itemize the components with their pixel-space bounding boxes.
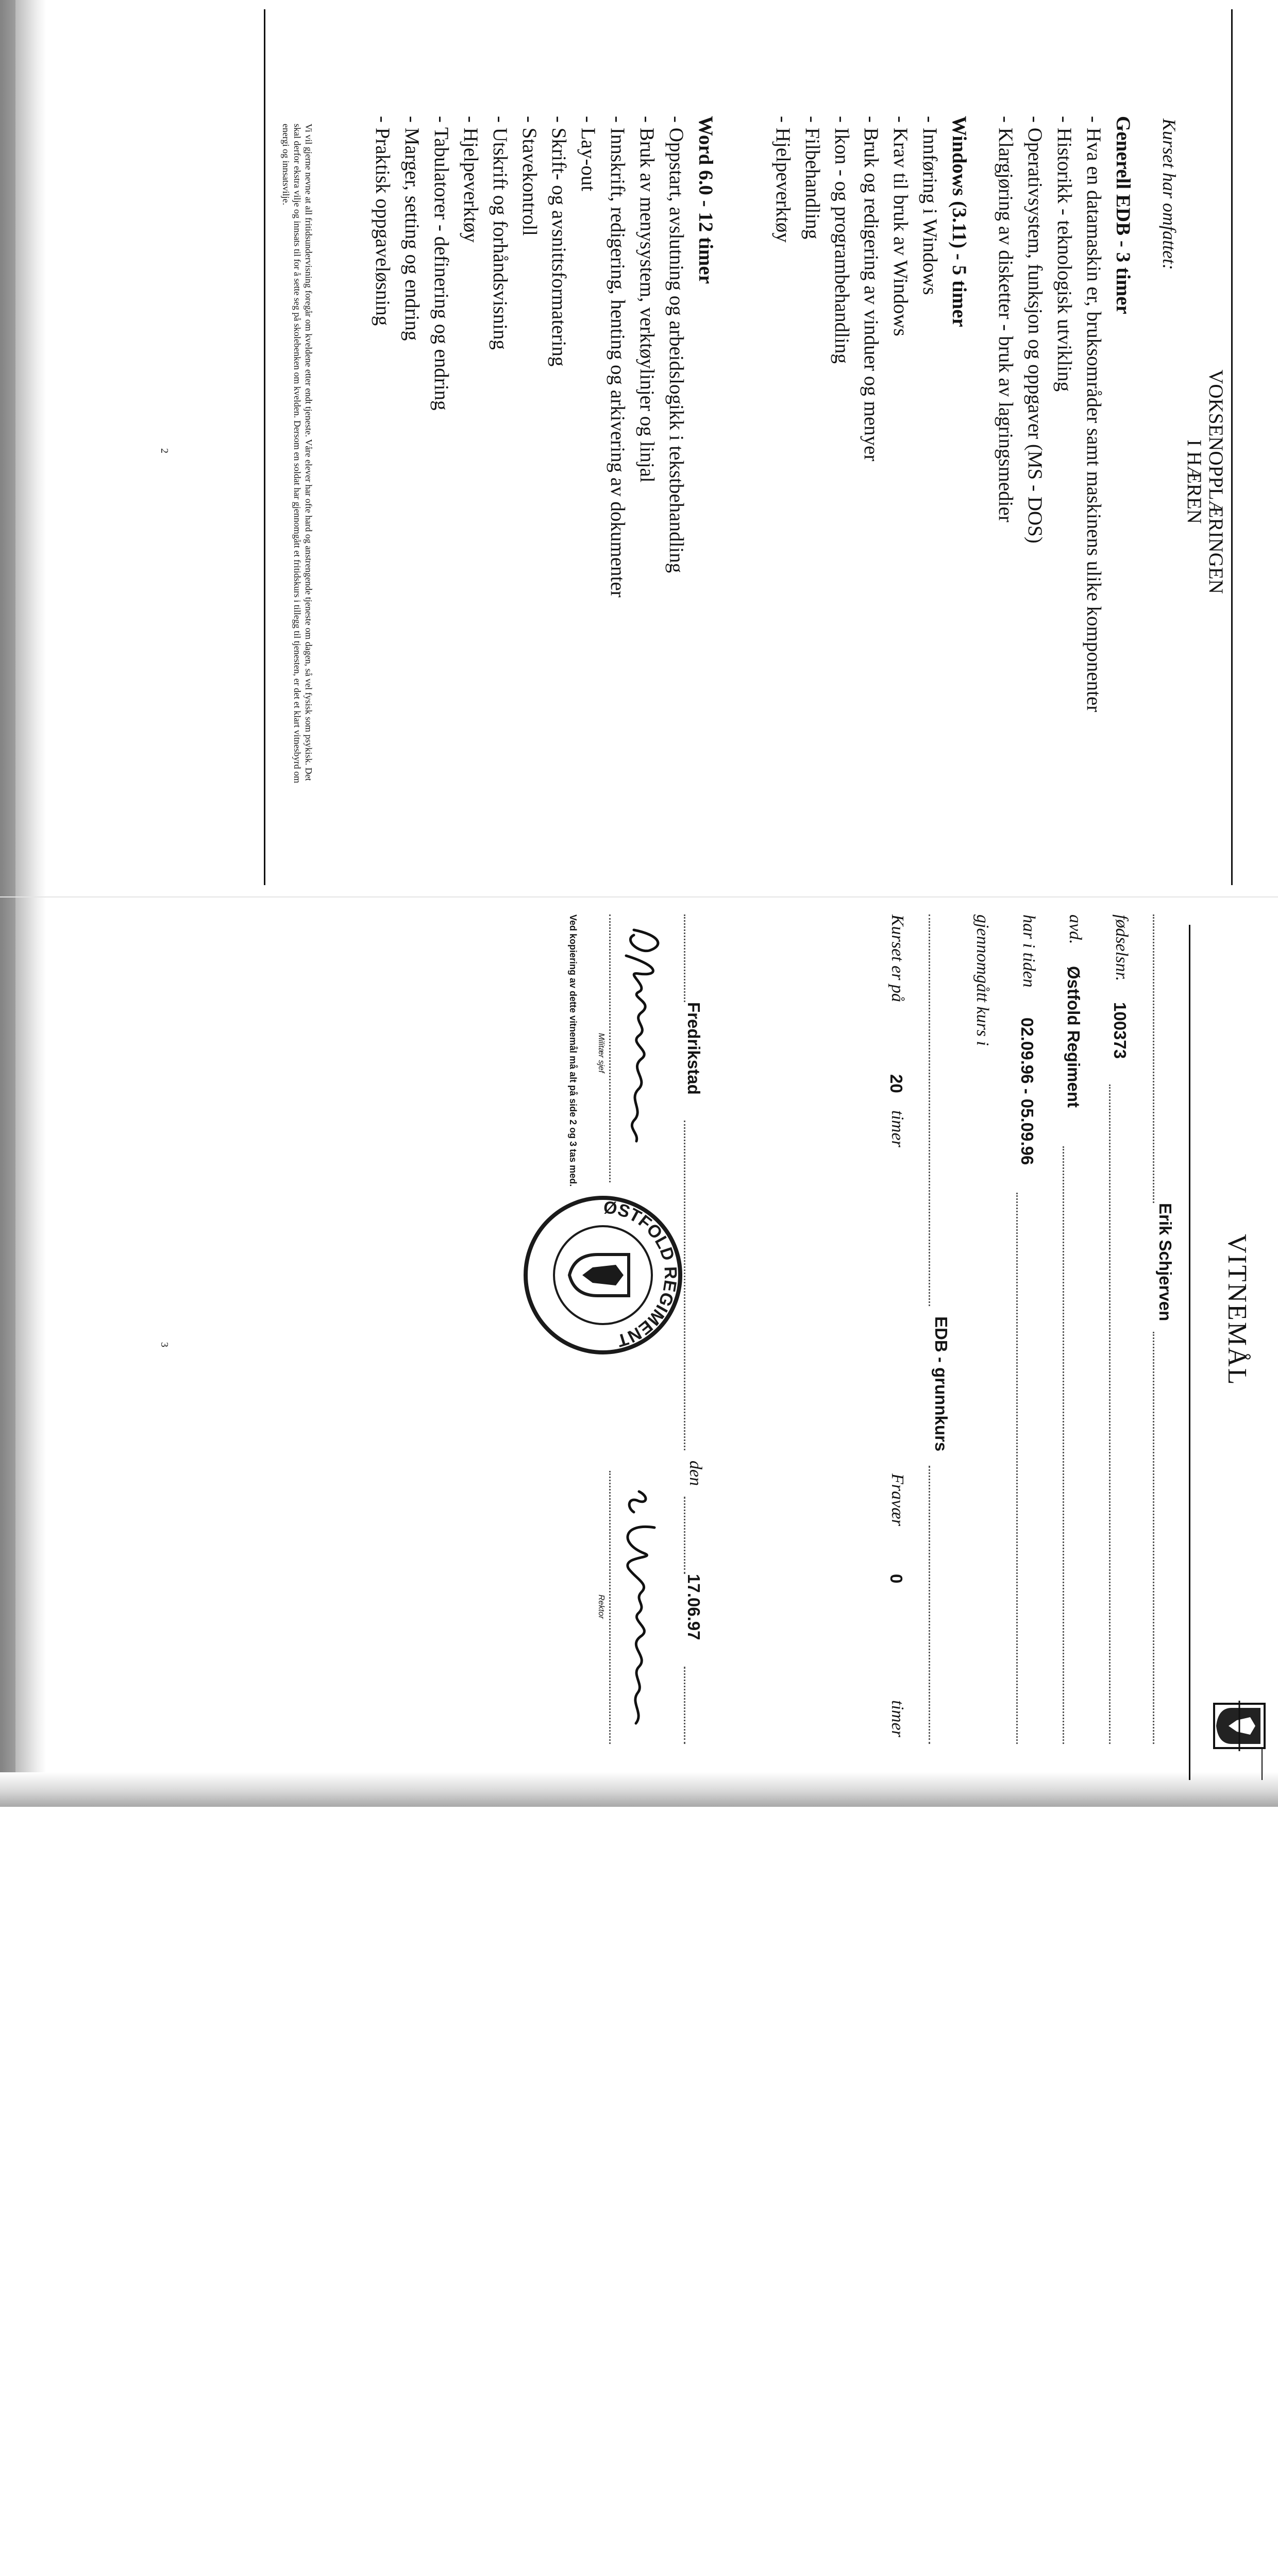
stamp-text: ØSTFOLD REGIMENT [602, 1197, 681, 1351]
certificate-title: VITNEMÅL [1222, 1234, 1252, 1386]
page-number-2: 2 [159, 448, 170, 453]
course-dots [929, 914, 930, 1306]
name-dots [1153, 914, 1154, 1203]
org-heading-line2: I HÆREN [1183, 439, 1205, 524]
section-item: - Hjelpeverktøy [460, 116, 482, 243]
page-number-3: 3 [159, 1342, 170, 1347]
section-item: - Oppstart, avslutning og arbeidslogikk i tekstbehandling [665, 116, 687, 573]
student-name: Erik Schjerven [1156, 1203, 1175, 1321]
section-item: - Ikon - og programbehandling [831, 116, 853, 364]
section-item: - Skrift- og avsnittsformatering [548, 116, 570, 367]
sign-left-caption: Militær sjef [597, 1033, 606, 1073]
section-item: - Stavekontroll [518, 116, 541, 236]
section-item: - Hjelpeverktøy [772, 116, 794, 243]
bottom-border-rule [264, 9, 265, 885]
org-heading [1183, 301, 1226, 662]
section-heading-windows: Windows (3.11) - 5 timer [948, 116, 970, 327]
sign-left-dots [609, 914, 611, 1182]
section-item: - Bruk av menysystem, verktøylinjer og linjal [636, 116, 658, 483]
unit-label: avd. [1066, 914, 1085, 944]
sign-right-caption: Rektor [597, 1595, 606, 1619]
period-value: 02.09.96 - 05.09.96 [1018, 1018, 1037, 1165]
section-item: - Innskrift, redigering, henting og arkivering av dokumenter [607, 116, 629, 598]
org-heading-line1: VOKSENOPPLÆRINGEN [1205, 369, 1227, 594]
absence-label: Fravær [888, 1473, 907, 1526]
course-dots-right [929, 1466, 930, 1744]
course-section-windows [768, 116, 974, 461]
date-label: den [686, 1461, 705, 1486]
section-item: - Klargjøring av disketter - bruk av lagringsmedier [995, 116, 1017, 522]
section-item: - Innføring i Windows [919, 116, 941, 295]
regiment-stamp-seal [520, 1193, 685, 1358]
signature-rektor [608, 1481, 670, 1759]
course-intro: Kurset har omfattet: [1159, 118, 1180, 270]
scan-edge-left [0, 0, 15, 1807]
section-item: - Krav til bruk av Windows [889, 116, 912, 336]
coat-of-arms-icon [1211, 1698, 1268, 1754]
sign-right-dots [609, 1471, 611, 1744]
period-label: har i tiden [1019, 914, 1038, 988]
hours-label: Kurset er på [888, 914, 907, 1002]
section-item: - Praktisk oppgaveløsning [372, 116, 394, 326]
section-item: - Hva en datamaskin er, bruksområder samt maskinens ulike komponenter [1083, 116, 1105, 713]
copy-note: Ved kopiering av dette vitnemål må alt på side 2 og 3 tas med. [568, 914, 578, 1187]
signature-militar-sjef [608, 925, 670, 1151]
absence-unit: timer [888, 1700, 907, 1737]
place-dots [684, 914, 685, 1002]
date-value: 17.06.97 [684, 1574, 703, 1640]
name-dots-right [1153, 1332, 1154, 1744]
hours-unit: timer [888, 1110, 907, 1147]
period-dots [1016, 1193, 1018, 1744]
hours-value: 20 [887, 1074, 906, 1093]
place: Fredrikstad [684, 1002, 703, 1095]
section-item: - Marger, setting og endring [401, 116, 423, 341]
birth-dots [1109, 1084, 1111, 1744]
date-dots-right [684, 1667, 685, 1744]
birth-value: 100373 [1111, 1002, 1130, 1059]
section-heading-word: Word 6.0 - 12 timer [695, 116, 717, 284]
course-section-generell [991, 116, 1138, 712]
section-item: - Utskrift og forhåndsvisning [489, 116, 511, 350]
cert-top-rule [1189, 925, 1190, 1780]
course-section-word [368, 116, 720, 598]
section-item: - Bruk og redigering av vinduer og menyer [860, 116, 882, 462]
section-item: - Lay-out [577, 116, 599, 192]
page-3-certificate [62, 904, 1278, 2576]
completed-label: gjennomgått kurs i [973, 914, 992, 1046]
footnote: Vi vil gjerne nevne at all fritidsundervisning foregår om kveldene etter endt tjeneste. Våre elever har ofte hard og anstrengende tjeneste om dagen, så vel fysisk som psykisk. Det skal derfor ekstra vilje og innsats til for å sette seg på skolebenken om kvelden. Dersom en soldat har gjennomgått et fritidskurs i tillegg til tjenesten, er det et klart vitnesbyrd om energi og innsatsvilje. [281, 124, 314, 784]
section-heading-generell: Generell EDB - 3 timer [1112, 116, 1134, 314]
section-item: - Operativsystem, funksjon og oppgaver (MS - DOS) [1024, 116, 1046, 544]
unit-value: Østfold Regiment [1064, 966, 1083, 1108]
top-border-rule [1231, 9, 1233, 885]
section-item: - Tabulatorer - definering og endring [430, 116, 452, 411]
date-dots [684, 1497, 685, 1574]
absence-value: 0 [887, 1574, 906, 1584]
unit-dots [1063, 1146, 1064, 1744]
section-item: - Filbehandling [801, 116, 823, 240]
birth-label: fødselsnr. [1112, 914, 1131, 981]
course-name: EDB - grunnkurs [932, 1316, 951, 1452]
section-item: - Historikk - teknologisk utvikling [1053, 116, 1075, 392]
